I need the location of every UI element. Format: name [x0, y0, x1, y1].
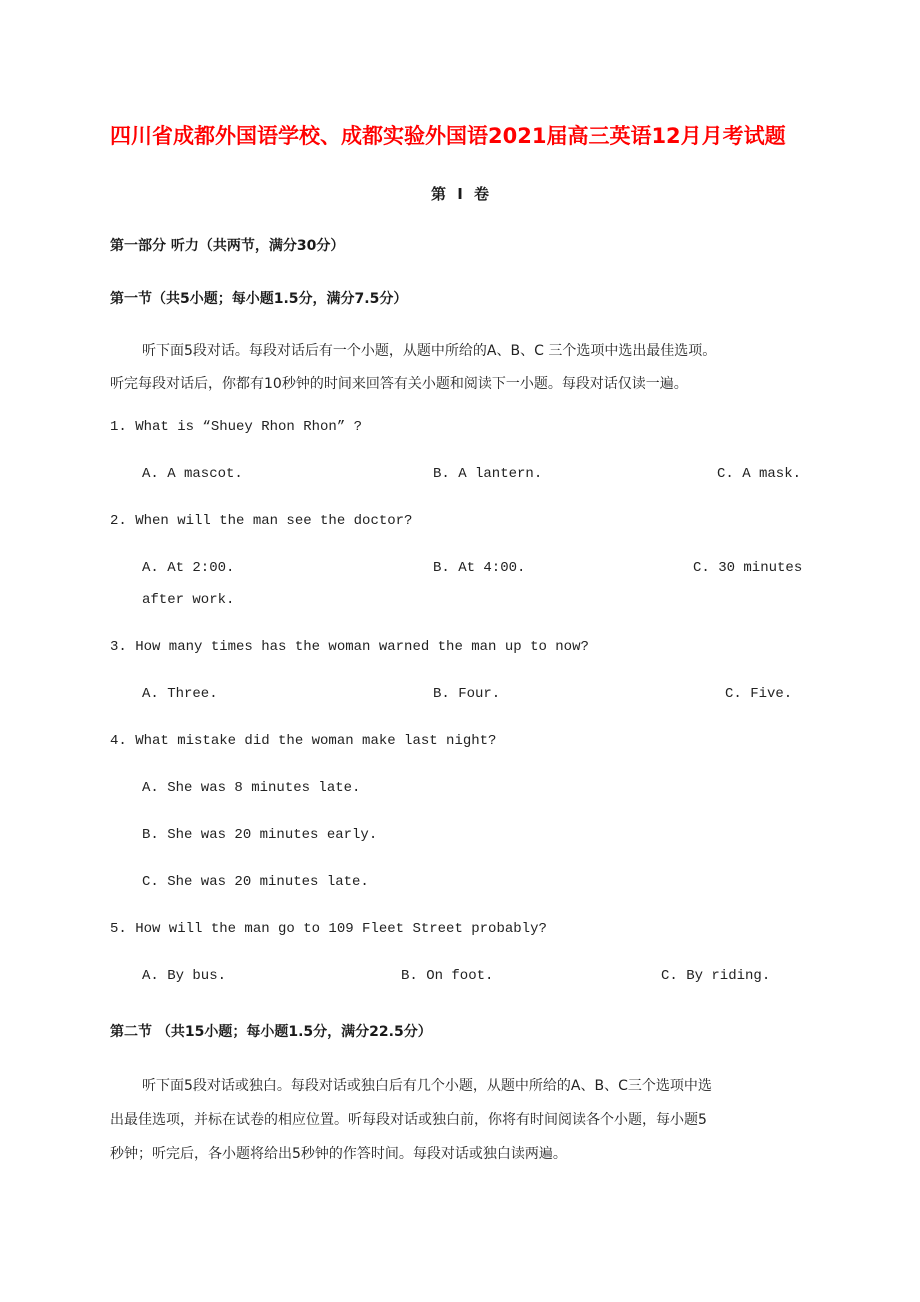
question-2-option-c-continuation: after work. — [142, 592, 235, 608]
question-5-stem: 5. How will the man go to 109 Fleet Street probably? — [110, 921, 547, 937]
question-2-option-b: B. At 4:00. — [433, 560, 526, 576]
volume-heading: 第 Ⅰ 卷 — [430, 185, 490, 203]
section1-instructions-line2: 听完每段对话后，你都有10秒钟的时间来回答有关小题和阅读下一小题。每段对话仅读一遍。 — [110, 376, 688, 392]
question-1-option-a: A. A mascot. — [142, 466, 243, 482]
section2-instructions-line2: 出最佳选项，并标在试卷的相应位置。听每段对话或独白前，你将有时间阅读各个小题，每小题5 — [110, 1112, 707, 1128]
question-3-stem: 3. How many times has the woman warned the man up to now? — [110, 639, 589, 655]
question-2-option-a: A. At 2:00. — [142, 560, 235, 576]
question-4-option-b: B. She was 20 minutes early. — [142, 827, 378, 843]
question-5-option-c: C. By riding. — [661, 968, 771, 984]
part1-heading: 第一部分 听力（共两节，满分30分） — [110, 238, 345, 254]
section1-instructions-line1: 听下面5段对话。每段对话后有一个小题，从题中所给的A、B、C 三个选项中选出最佳选项。 — [142, 343, 717, 359]
question-3-option-a: A. Three. — [142, 686, 218, 702]
document-title: 四川省成都外国语学校、成都实验外国语2021届高三英语12月月考试题 — [110, 124, 786, 148]
question-4-option-a: A. She was 8 minutes late. — [142, 780, 361, 796]
section2-heading: 第二节 （共15小题；每小题1.5分，满分22.5分） — [110, 1024, 432, 1040]
section2-instructions-line1: 听下面5段对话或独白。每段对话或独白后有几个小题，从题中所给的A、B、C三个选项中选 — [142, 1078, 712, 1094]
section1-heading: 第一节（共5小题；每小题1.5分，满分7.5分） — [110, 291, 408, 307]
question-1-option-b: B. A lantern. — [433, 466, 543, 482]
question-5-option-b: B. On foot. — [401, 968, 494, 984]
question-3-option-b: B. Four. — [433, 686, 501, 702]
question-4-option-c: C. She was 20 minutes late. — [142, 874, 369, 890]
question-4-stem: 4. What mistake did the woman make last night? — [110, 733, 497, 749]
question-1-stem: 1. What is “Shuey Rhon Rhon” ? — [110, 419, 363, 435]
question-5-option-a: A. By bus. — [142, 968, 227, 984]
section2-instructions-line3: 秒钟；听完后，各小题将给出5秒钟的作答时间。每段对话或独白读两遍。 — [110, 1146, 567, 1162]
question-1-option-c: C. A mask. — [717, 466, 802, 482]
question-2-option-c: C. 30 minutes — [693, 560, 803, 576]
question-3-option-c: C. Five. — [725, 686, 793, 702]
question-2-stem: 2. When will the man see the doctor? — [110, 513, 413, 529]
